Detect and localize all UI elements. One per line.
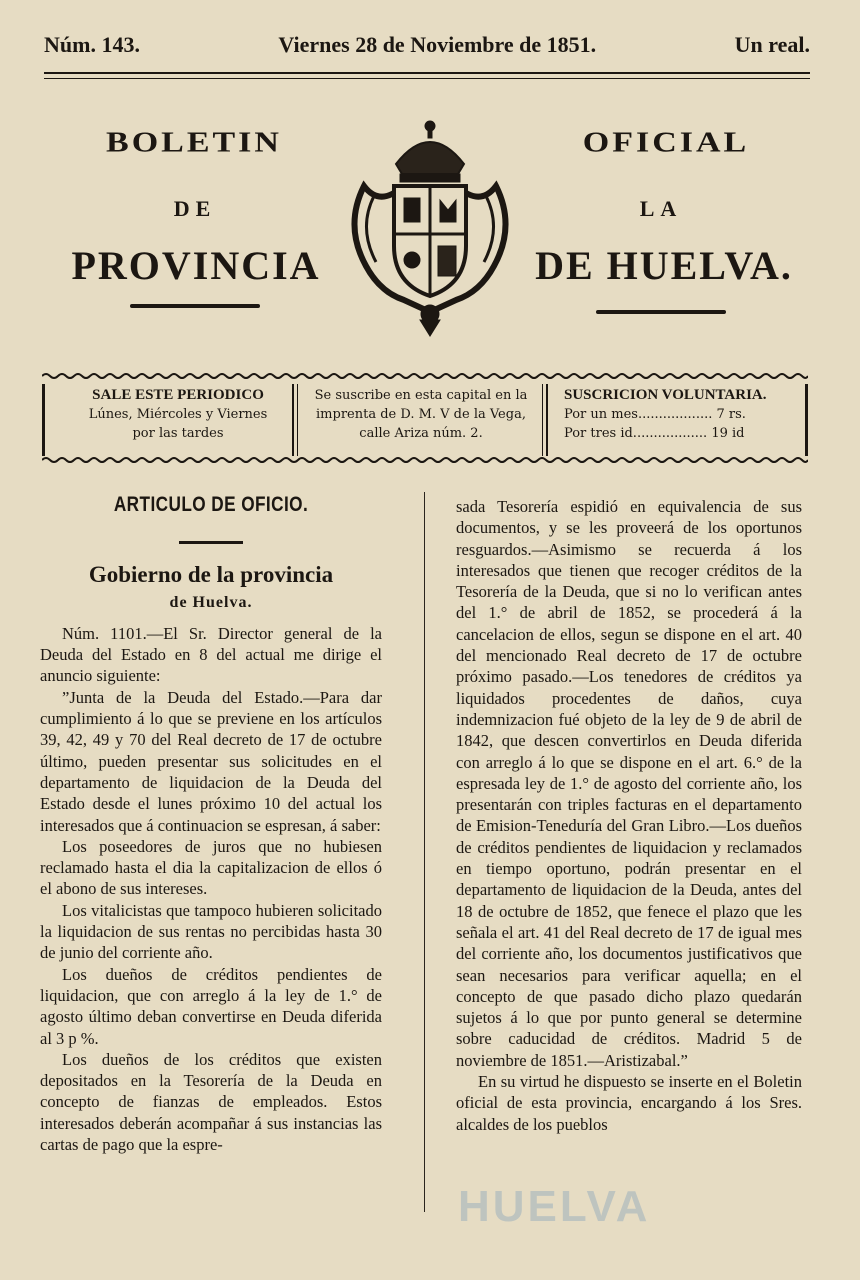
box-divider-1 (292, 384, 294, 456)
masthead-boletin: BOLETIN (106, 126, 282, 159)
schedule-days: Lúnes, Miércoles y Viernes (88, 407, 268, 422)
left-paragraph: Los vitalicistas que tampoco hubieren solicitado la liquidacion de sus rentas no percibidas hasta 30 de junio del corriente año. (40, 900, 382, 963)
wavy-border-bottom (42, 456, 808, 464)
issue-price: Un real. (734, 32, 810, 57)
box-edge-right (805, 384, 808, 456)
article-subheading: de Huelva. (169, 593, 253, 611)
dateline (44, 30, 810, 60)
box-divider-1b (297, 384, 298, 456)
schedule-title: SALE ESTE PERIODICO (92, 387, 264, 403)
printer-line-1: Se suscribe en esta capital en la (314, 388, 528, 403)
issue-number: Núm. 143. (44, 32, 140, 57)
top-rule-thin (44, 78, 810, 79)
price-column (564, 386, 796, 456)
masthead-oficial: OFICIAL (582, 126, 750, 159)
price-title: SUSCRICION VOLUNTARIA. (564, 387, 767, 403)
column-rule (424, 492, 425, 1212)
left-paragraph: Núm. 1101.—El Sr. Director general de la Deuda del Estado en 8 del actual me dirige el anuncio siguiente: (40, 623, 382, 686)
left-paragraph: ”Junta de la Deuda del Estado.—Para dar cumplimiento á lo que se previene en los artículos 39, 42, 49 y 70 del Real decreto de 17 de octubre último, pueden presentar sus solicitudes en el departamento de liquidacion de la Deuda del Estado desde el lunes próximo 10 del actual los interesados que á continuacion se espresan, á saber: (40, 687, 382, 835)
schedule-column (62, 386, 294, 456)
section-title: ARTICULO DE OFICIO. (113, 493, 309, 516)
section-rule (179, 541, 243, 544)
masthead-la: LA (639, 196, 683, 221)
box-edge-left (42, 384, 45, 456)
article-heading: Gobierno de la provincia (88, 562, 334, 588)
issue-date: Viernes 28 de Noviembre de 1851. (278, 32, 597, 57)
masthead-provincia: PROVINCIA (71, 243, 321, 288)
watermark-logo: HUELVA (458, 1182, 651, 1231)
left-paragraph: Los dueños de los créditos que existen depositados en la Tesorería de la Deuda en concepto de fianzas de empleados. Estos interesados deberán acompañar á sus instancias las cartas de pago que la espre- (40, 1049, 382, 1155)
right-column (456, 496, 802, 1135)
left-column (40, 494, 382, 1155)
box-divider-2 (542, 384, 543, 456)
right-paragraph: En su virtud he dispuesto se inserte en el Boletin oficial de esta provincia, encargando á los Sres. alcaldes de los pueblos (456, 1072, 802, 1134)
printer-line-3: calle Ariza núm. 2. (359, 426, 483, 441)
top-rule (44, 72, 810, 74)
ornament-left (130, 304, 260, 308)
left-paragraph: Los poseedores de juros que no hubiesen reclamado hasta el dia la capitalizacion de ellos ó el abono de sus intereses. (40, 836, 382, 899)
wavy-border-top (42, 372, 808, 380)
printer-line-2: imprenta de D. M. V de la Vega, (316, 407, 526, 422)
subscription-box (42, 372, 808, 464)
printer-column (308, 386, 534, 456)
right-paragraph: sada Tesorería espidió en equivalencia de sus documentos, y se les proveerá de los oportunos resguardos.—Asimismo se recuerda á los interesados que tienen que recoger créditos de la Tesorería de la Deuda, que si no lo verifican antes del 1.° de abril de 1852, se procederá á la cancelacion de ellos, segun se dispone en el art. 40 del mencionado Real decreto de 17 de octubre próximo pasado.—Los tenedores de créditos ya liquidados procedentes de daños, cuya indemnizacion fué objeto de la ley de 9 de abril de 1842, que descen convertirlos en Deuda diferida con arreglo á lo que se dispone en el art. 6.° de la espresada ley de 1.° de agosto del corriente año, los presentarán con triples facturas en el departamento de Emision-Teneduría del Gran Libro.—Los dueños de créditos pendientes de liquidacion y reclamados en tiempo oportuno, podrán presentar en el departamento de liquidacion de la Deuda, antes del 18 de octubre de 1852, que fenece el plazo que les señala el art. 41 del Real decreto de 17 de igual mes del corriente año, los documentos justificativos que sean necesarios para verificar aquella; en el concepto de que pasado dicho plazo quedarán sujetos á lo que por punto general se determine sobre caducidad de créditos. Madrid 5 de noviembre de 1851.—Aristizabal.” (456, 497, 802, 1070)
royal-crest-icon (344, 116, 516, 338)
left-paragraph: Los dueños de créditos pendientes de liquidacion, que con arreglo á la ley de 1.° de agosto último deban convertirse en Deuda diferida al 3 p %. (40, 964, 382, 1048)
price-row-quarter: Por tres id.................. 19 id (564, 426, 745, 441)
schedule-time: por las tardes (132, 426, 224, 441)
masthead-huelva: DE HUELVA. (535, 243, 793, 288)
masthead-de: DE (173, 196, 217, 221)
box-divider-2b (546, 384, 548, 456)
price-row-month: Por un mes.................. 7 rs. (564, 407, 746, 422)
ornament-right (596, 310, 726, 314)
